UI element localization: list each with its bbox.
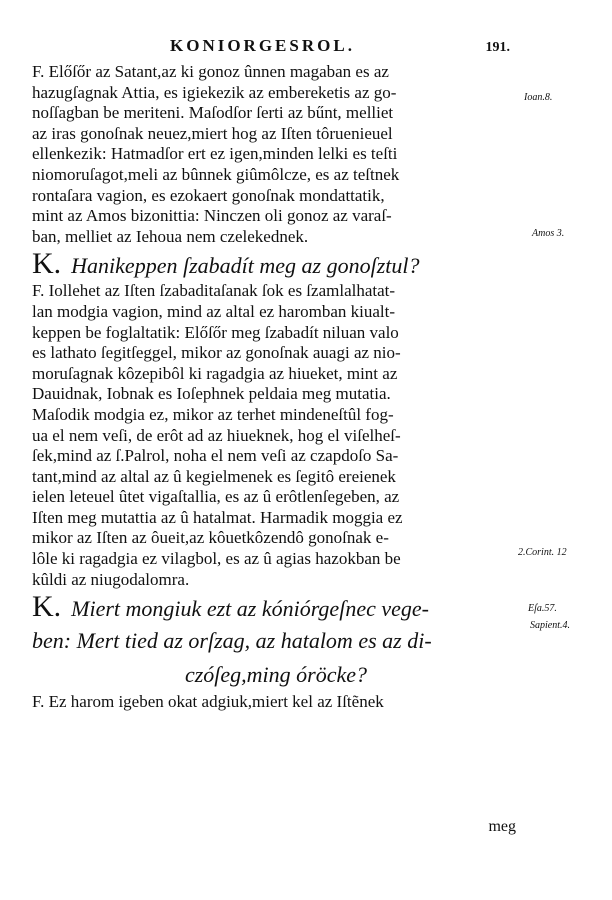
text-line: ua el nem veſi, de erôt ad az hiueknek, hog el viſelheſ- [32,425,401,445]
text-line: ſek,mind az ſ.Palrol, noha el nem veſi az czapdoſo Sa- [32,446,399,466]
question-mark-k: K. [32,590,62,624]
text-line: F. Előſőr az Satant,az ki gonoz ûnnen magaban es az [32,62,389,81]
text-line: ellenkezik: Hatmadſor ert ez igen,minden lelki es teſti [32,144,398,164]
running-head: KONIORGESROL. [170,36,355,55]
question-text: Hanikeppen ſzabadít meg az gonoſztul? [71,253,420,279]
page-number: 191. [485,40,510,55]
margin-note-corint: 2.Corint. 12 [518,547,567,558]
question-heading-2 [32,590,520,624]
body-text [32,62,520,713]
text-line: F. Ez harom igeben okat adgiuk,miert kel az Iſtẽnek [32,692,384,712]
text-line: ielen leteuel ûtet vigaſtallia, es az û erôtlenſegeben, az [32,487,400,507]
text-line: rontaſara vagion, es ezokaert gonoſnak mondattatik, [32,185,385,205]
question-heading-1 [32,247,520,281]
margin-note-ioan: Ioan.8. [524,92,553,103]
margin-note-amos: Amos 3. [532,228,565,239]
text-line: es lathato ſegitſeggel, mikor az gonoſnak auagi az nio- [32,343,401,363]
text-line: lôle ki ragadgia ez vilagbol, es az û agias hazokban be [32,549,401,569]
text-line: Maſodik modgia ez, mikor az terhet mindeneſtûl fog- [32,404,394,424]
text-line: niomoruſagot,meli az bûnnek giûmôlcze, es az teſtnek [32,164,400,184]
question-heading-2-line-3: czóſeg,ming óröcke? [184,662,368,688]
catchword: meg [488,818,516,835]
text-line: lan modgia vagion, mind az altal ez haromban kiualt- [32,301,396,321]
question-text: Miert mongiuk ezt az kóniórgeſnec vege- [71,596,429,622]
question-heading-2-line-2: ben: Mert tied az orſzag, az hatalom es az di- [32,628,432,654]
margin-note-esa: Eſa.57. [528,603,557,614]
text-line: keppen be foglaltatik: Előſőr meg ſzabadít niluan valo [32,322,399,342]
page-header [150,36,510,64]
text-line: tant,mind az altal az û kegielmenek es ſegitô ereienek [32,466,396,486]
text-line: az iras gonoſnak neuez,miert hog az Iſten tôruenieuel [32,123,393,143]
text-line: hazugſagnak Attia, es igiekezik az embereketis az go- [32,82,397,102]
text-line: F. Iollehet az Iſten ſzabaditaſanak ſok es ſzamlalhatat- [32,281,396,301]
text-line: ban, melliet az Iehoua nem czelekednek. [32,226,309,246]
text-line: noſſagban be meriteni. Maſodſor ſerti az bűnt, melliet [32,103,394,123]
text-line: Iſten meg mutattia az û hatalmat. Harmadik moggia ez [32,507,403,527]
question-mark-k: K. [32,247,62,281]
text-line: Dauidnak, Iobnak es Ioſephnek peldaia meg mutatia. [32,384,391,404]
text-line: mint az Amos bizonittia: Ninczen oli gonoz az varaſ- [32,206,392,226]
text-line: moruſagnak kôzepibôl ki ragadgia az hiueket, mint az [32,363,398,383]
text-line: mikor az Iſten az ôueit,az kôuetkôzendô gonoſnak e- [32,528,389,548]
margin-note-sapient: Sapient.4. [530,620,570,631]
text-line: kûldi az niugodalomra. [32,569,190,589]
